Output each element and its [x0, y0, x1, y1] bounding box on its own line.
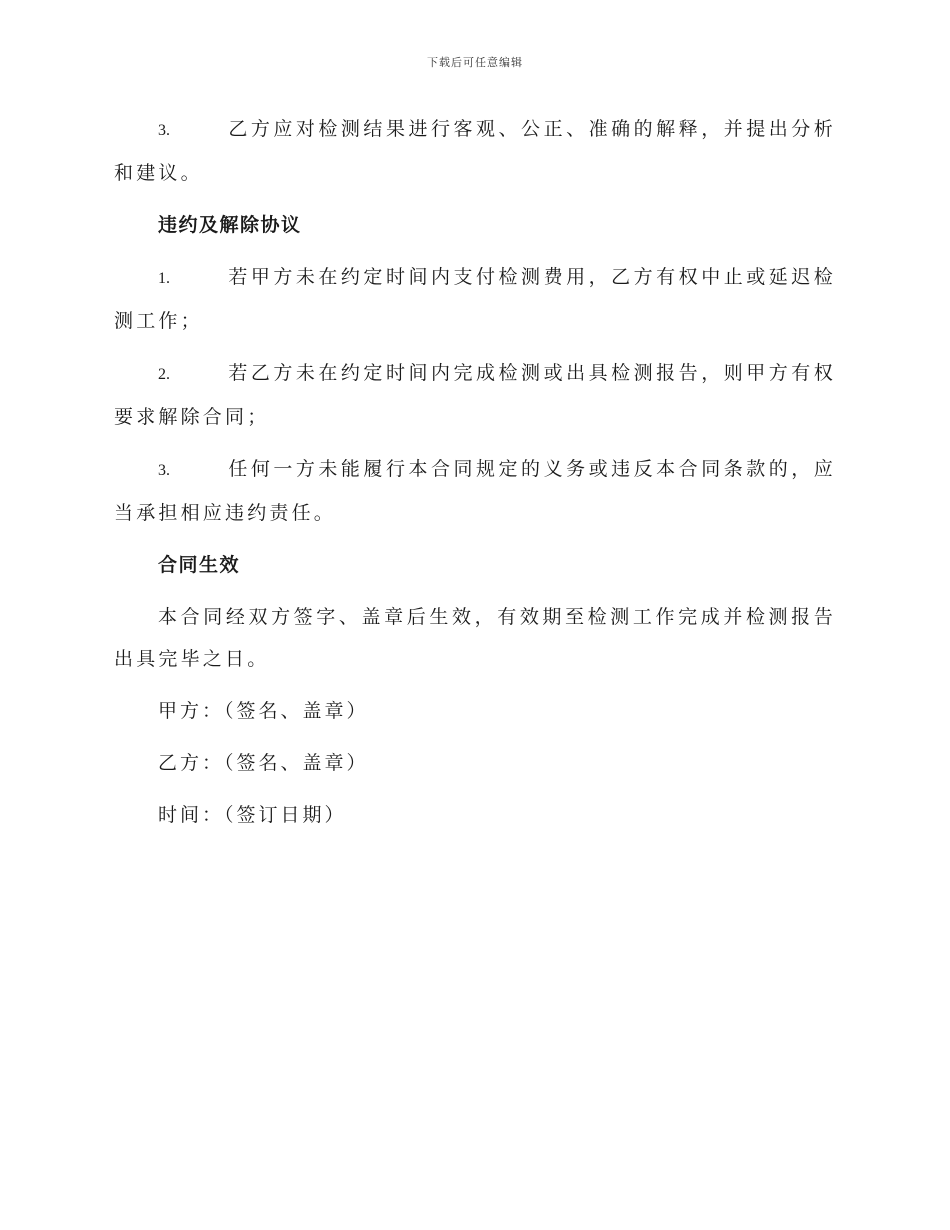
- signature-date: 时间：（签订日期）: [158, 804, 347, 826]
- signature-party-b: 乙方：（签名、盖章）: [158, 752, 369, 774]
- page-header: 下载后可任意编辑: [427, 56, 523, 69]
- breach-clause-2: [114, 352, 836, 438]
- breach-clause-3: [114, 448, 836, 534]
- section-title-breach: 违约及解除协议: [158, 214, 302, 236]
- clause-text: 任何一方未能履行本合同规定的义务或违反本合同条款的，应当承担相应违约责任。: [114, 458, 836, 524]
- clause-3-analysis: [114, 108, 836, 194]
- section-title-effect: 合同生效: [158, 554, 241, 576]
- document-body: [114, 108, 836, 846]
- clause-text: 乙方应对检测结果进行客观、公正、准确的解释，并提出分析和建议。: [114, 118, 836, 184]
- signature-party-a: 甲方：（签名、盖章）: [158, 700, 369, 722]
- clause-number: 3.: [158, 122, 170, 139]
- breach-clause-1: [114, 256, 836, 342]
- effect-paragraph: 本合同经双方签字、盖章后生效，有效期至检测工作完成并检测报告出具完毕之日。: [114, 606, 836, 670]
- clause-text: 若甲方未在约定时间内支付检测费用，乙方有权中止或延迟检测工作；: [114, 266, 836, 332]
- clause-number: 1.: [158, 270, 170, 287]
- clause-number: 3.: [158, 462, 170, 479]
- clause-number: 2.: [158, 366, 170, 383]
- clause-text: 若乙方未在约定时间内完成检测或出具检测报告，则甲方有权要求解除合同；: [114, 362, 836, 428]
